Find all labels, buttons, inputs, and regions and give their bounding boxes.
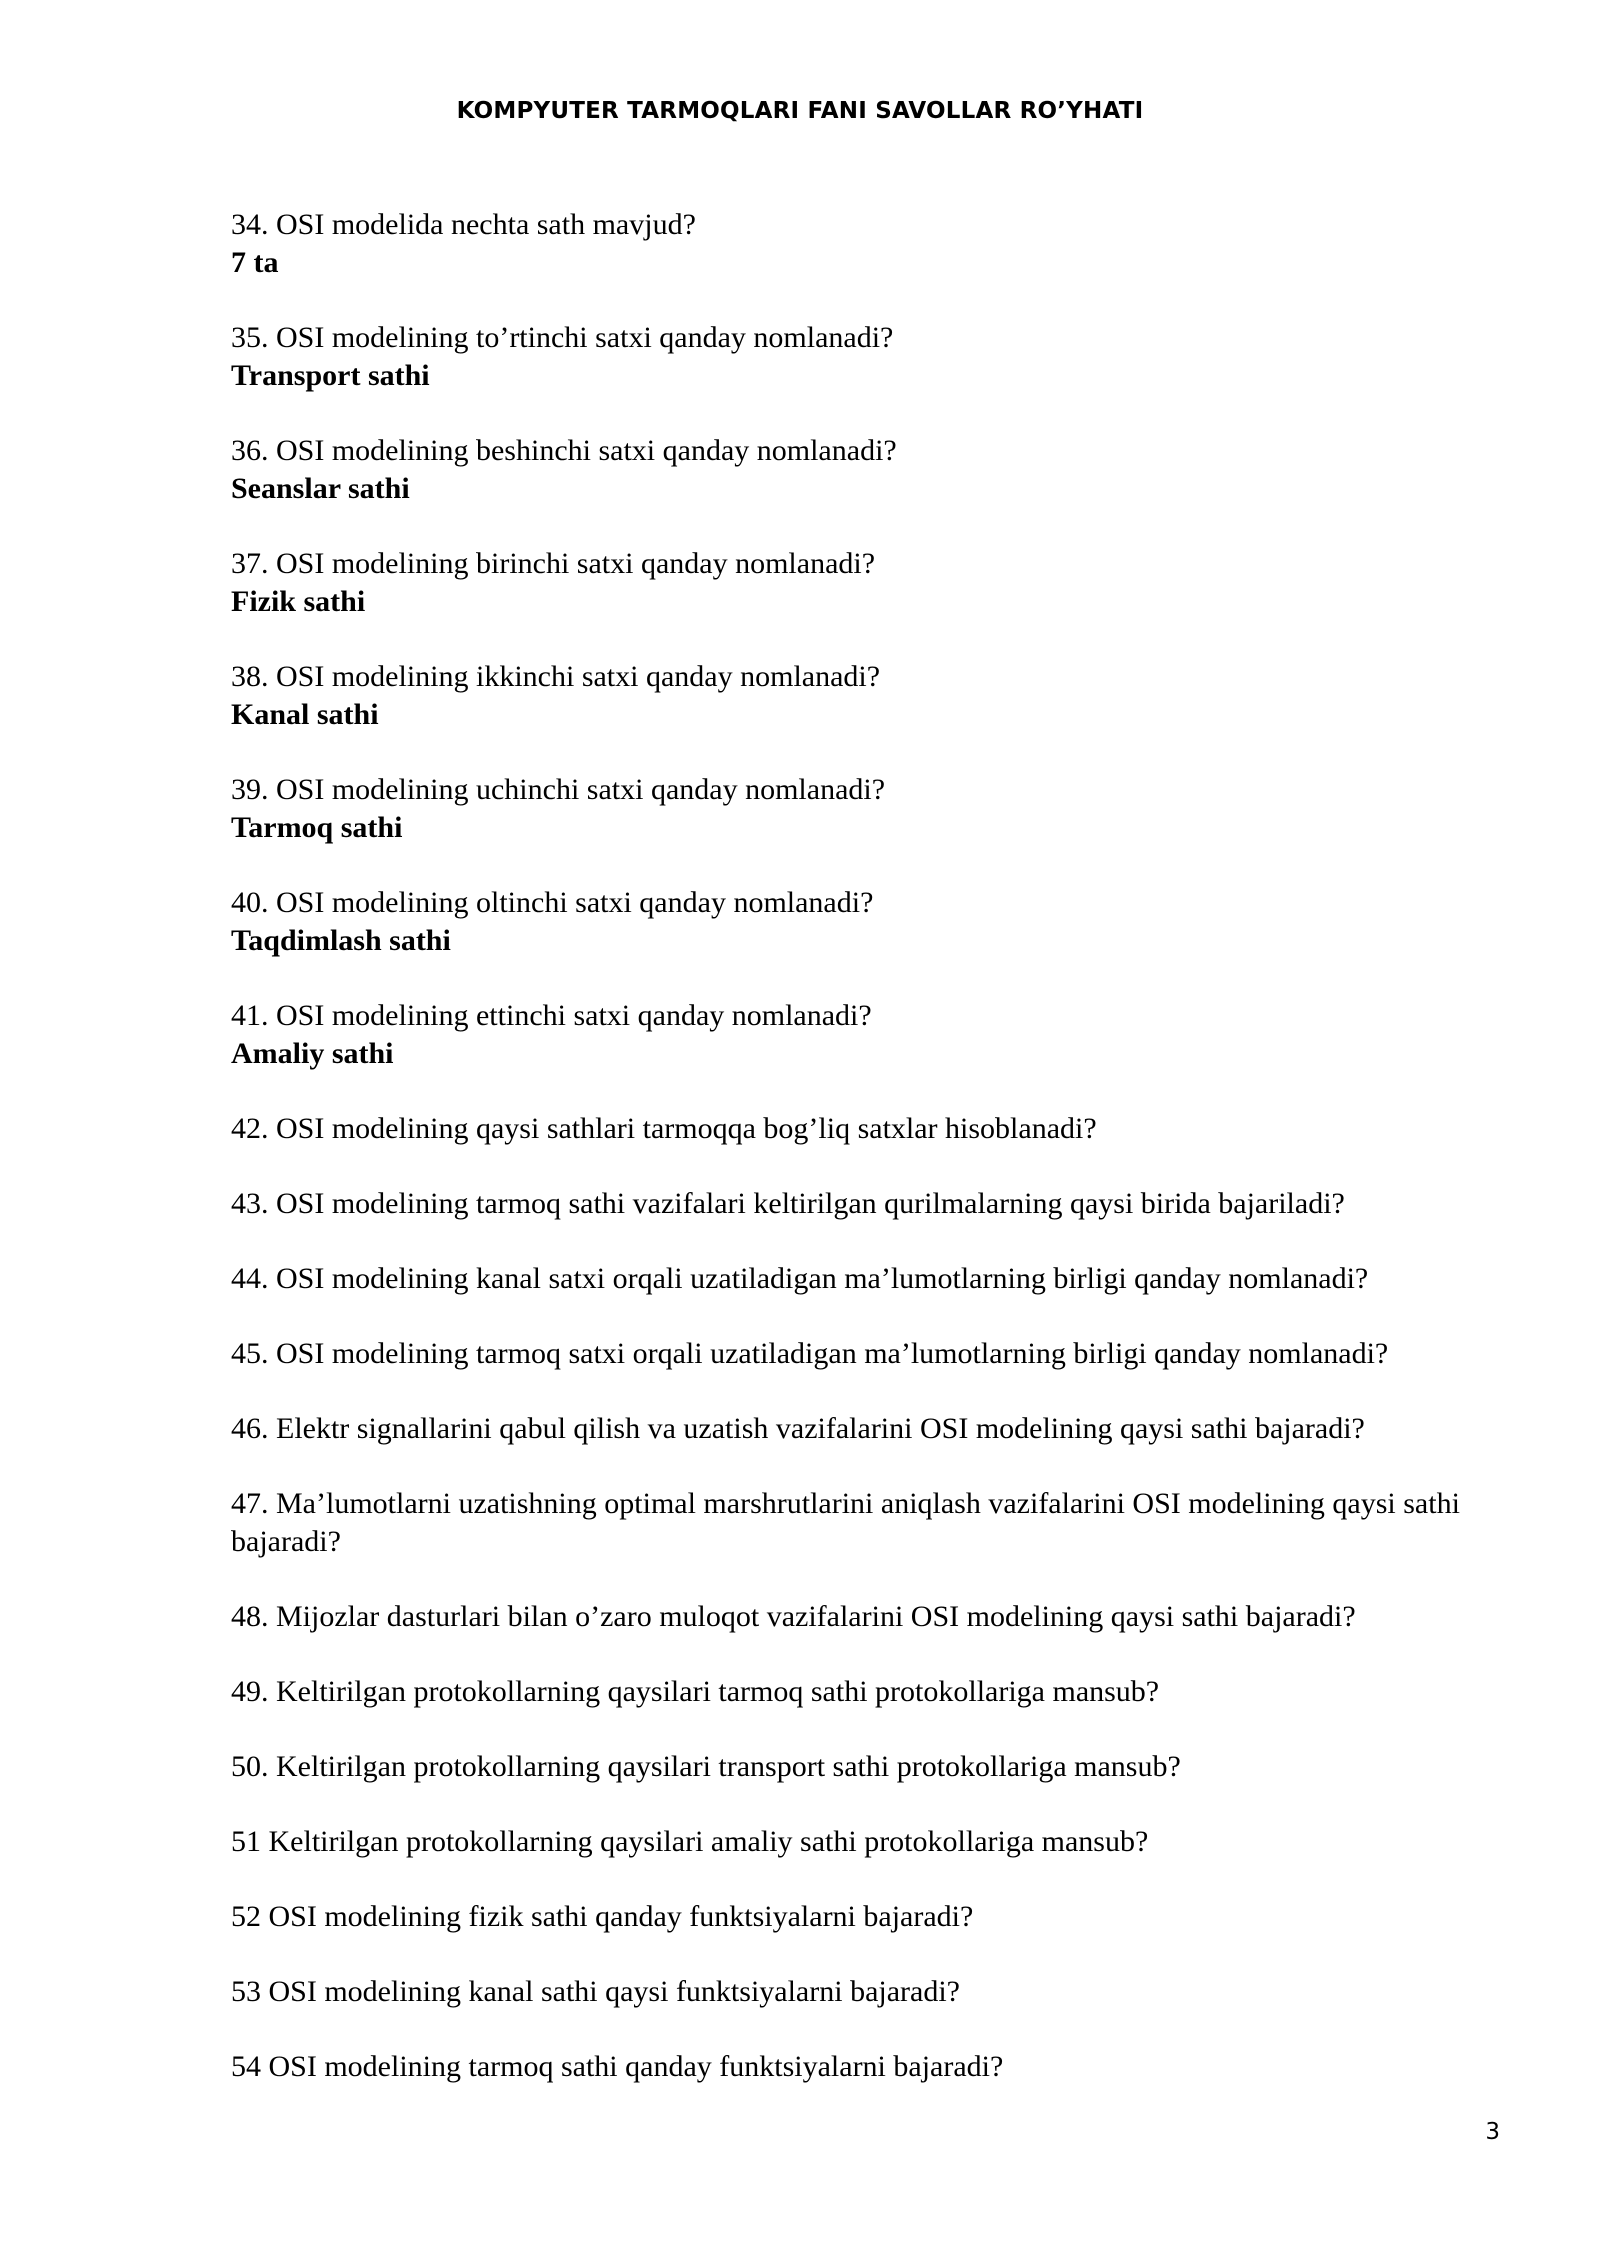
question-text: 38. OSI modelining ikkinchi satxi qanday nomlanadi? <box>231 660 881 693</box>
question-item <box>231 1485 1511 1561</box>
question-item <box>231 432 1511 508</box>
question-text: 50. Keltirilgan protokollarning qaysilari transport sathi protokollariga mansub? <box>231 1750 1181 1783</box>
answer-text: Transport sathi <box>231 359 430 392</box>
question-text: 37. OSI modelining birinchi satxi qanday nomlanadi? <box>231 547 876 580</box>
question-item <box>231 1110 1511 1148</box>
question-text: 54 OSI modelining tarmoq sathi qanday funktsiyalarni bajaradi? <box>231 2050 1004 2083</box>
question-text: 52 OSI modelining fizik sathi qanday funktsiyalarni bajaradi? <box>231 1900 974 1933</box>
question-item <box>231 2048 1511 2086</box>
page-title: KOMPYUTER TARMOQLARI FANI SAVOLLAR RO’YHATI <box>456 98 1144 124</box>
question-item <box>231 1260 1511 1298</box>
question-text: 45. OSI modelining tarmoq satxi orqali uzatiladigan ma’lumotlarning birligi qanday nomlanadi? <box>231 1337 1389 1370</box>
question-text: 43. OSI modelining tarmoq sathi vazifalari keltirilgan qurilmalarning qaysi birida bajariladi? <box>231 1187 1345 1220</box>
question-list <box>231 206 1511 2123</box>
question-text: 51 Keltirilgan protokollarning qaysilari amaliy sathi protokollariga mansub? <box>231 1825 1149 1858</box>
question-text: 36. OSI modelining beshinchi satxi qanday nomlanadi? <box>231 434 897 467</box>
answer-text: Tarmoq sathi <box>231 811 403 844</box>
question-item <box>231 884 1511 960</box>
answer-text: Taqdimlash sathi <box>231 924 451 957</box>
answer-text: Amaliy sathi <box>231 1037 394 1070</box>
question-text: 41. OSI modelining ettinchi satxi qanday nomlanadi? <box>231 999 872 1032</box>
question-item <box>231 1673 1511 1711</box>
question-item <box>231 771 1511 847</box>
page-number: 3 <box>1485 2119 1500 2145</box>
question-item <box>231 1898 1511 1936</box>
question-item <box>231 997 1511 1073</box>
question-item <box>231 206 1511 282</box>
question-item <box>231 1598 1511 1636</box>
question-text: 39. OSI modelining uchinchi satxi qanday nomlanadi? <box>231 773 886 806</box>
answer-text: 7 ta <box>231 246 279 279</box>
question-item <box>231 1973 1511 2011</box>
question-item <box>231 1823 1511 1861</box>
answer-text: Fizik sathi <box>231 585 366 618</box>
question-text: 48. Mijozlar dasturlari bilan o’zaro muloqot vazifalarini OSI modelining qaysi sathi bajaradi? <box>231 1600 1356 1633</box>
question-item <box>231 1410 1511 1448</box>
question-item <box>231 545 1511 621</box>
question-item <box>231 319 1511 395</box>
question-item <box>231 1185 1511 1223</box>
question-text: 35. OSI modelining to’rtinchi satxi qanday nomlanadi? <box>231 321 894 354</box>
question-item <box>231 1335 1511 1373</box>
answer-text: Kanal sathi <box>231 698 379 731</box>
answer-text: Seanslar sathi <box>231 472 410 505</box>
question-text: 47. Ma’lumotlarni uzatishning optimal marshrutlarini aniqlash vazifalarini OSI modelining qaysi sathi bajaradi? <box>231 1487 1460 1558</box>
question-text: 46. Elektr signallarini qabul qilish va uzatish vazifalarini OSI modelining qaysi sathi bajaradi? <box>231 1412 1365 1445</box>
question-text: 42. OSI modelining qaysi sathlari tarmoqqa bog’liq satxlar hisoblanadi? <box>231 1112 1097 1145</box>
question-item <box>231 1748 1511 1786</box>
question-text: 40. OSI modelining oltinchi satxi qanday nomlanadi? <box>231 886 874 919</box>
question-text: 53 OSI modelining kanal sathi qaysi funktsiyalarni bajaradi? <box>231 1975 960 2008</box>
question-text: 49. Keltirilgan protokollarning qaysilari tarmoq sathi protokollariga mansub? <box>231 1675 1160 1708</box>
question-item <box>231 658 1511 734</box>
question-text: 34. OSI modelida nechta sath mavjud? <box>231 208 696 241</box>
question-text: 44. OSI modelining kanal satxi orqali uzatiladigan ma’lumotlarning birligi qanday nomlanadi? <box>231 1262 1369 1295</box>
